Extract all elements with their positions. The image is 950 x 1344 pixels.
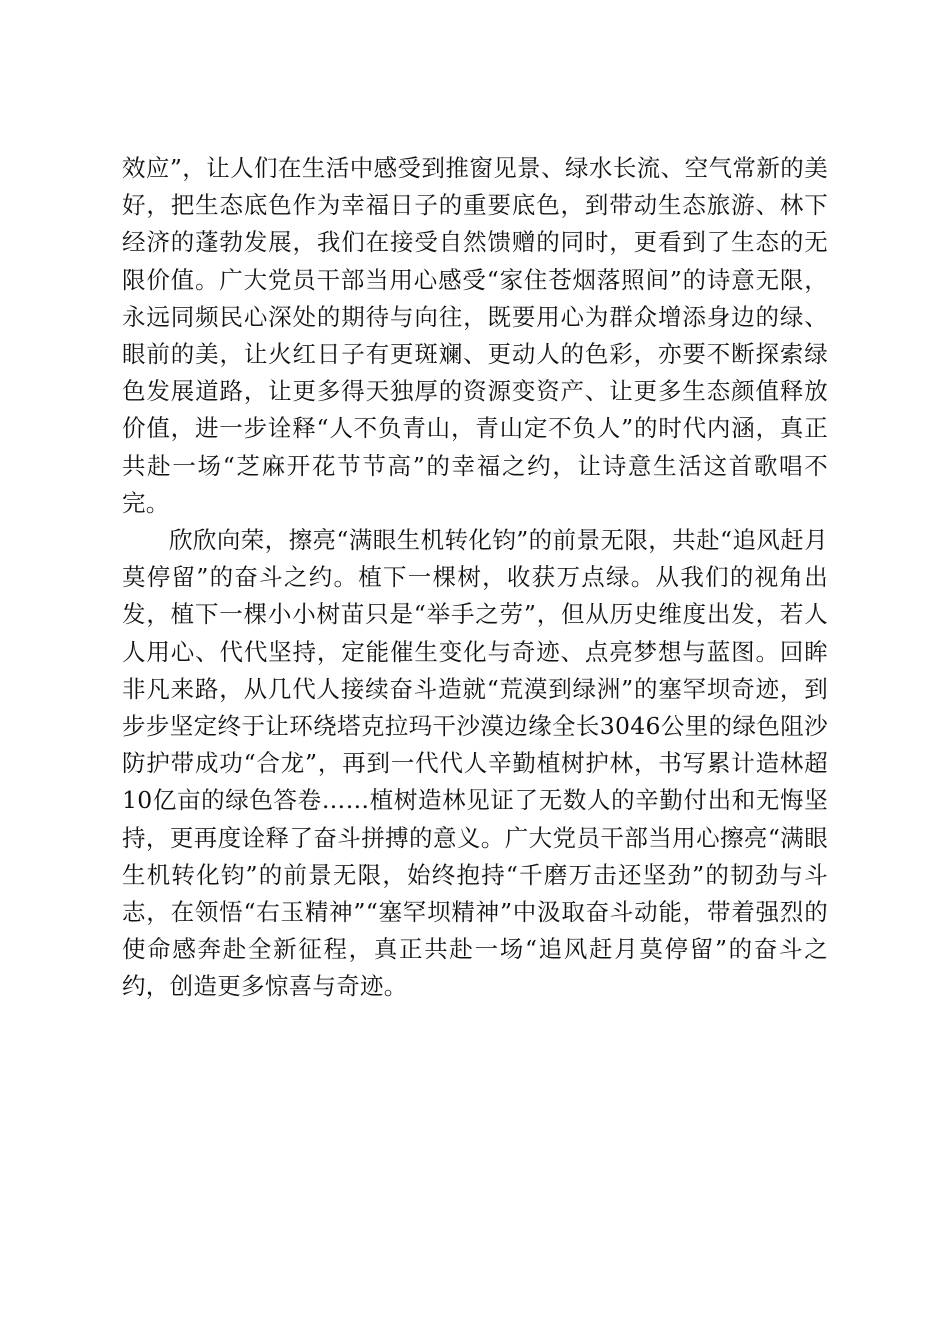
body-text xyxy=(122,150,828,1006)
paragraph-1: 效应”，让人们在生活中感受到推窗见景、绿水长流、空气常新的美好，把生态底色作为幸福日子的重要底色，到带动生态旅游、林下经济的蓬勃发展，我们在接受自然馈赠的同时，更看到了生态的无限价值。广大党员干部当用心感受“家住苍烟落照间”的诗意无限，永远同频民心深处的期待与向往，既要用心为群众增添身边的绿、眼前的美，让火红日子有更斑斓、更动人的色彩，亦要不断探索绿色发展道路，让更多得天独厚的资源变资产、让更多生态颜值释放价值，进一步诠释“人不负青山，青山定不负人”的时代内涵，真正共赴一场“芝麻开花节节高”的幸福之约，让诗意生活这首歌唱不完。 xyxy=(122,154,828,517)
paragraph-2: 欣欣向荣，擦亮“满眼生机转化钧”的前景无限，共赴“追风赶月莫停留”的奋斗之约。植下一棵树，收获万点绿。从我们的视角出发，植下一棵小小树苗只是“举手之劳”，但从历史维度出发，若人人用心、代代坚持，定能催生变化与奇迹、点亮梦想与蓝图。回眸非凡来路，从几代人接续奋斗造就“荒漠到绿洲”的塞罕坝奇迹，到步步坚定终于让环绕塔克拉玛干沙漠边缘全长3046公里的绿色阻沙防护带成功“合龙”，再到一代代人辛勤植树护林，书写累计造林超10亿亩的绿色答卷……植树造林见证了无数人的辛勤付出和无悔坚持，更再度诠释了奋斗拼搏的意义。广大党员干部当用心擦亮“满眼生机转化钧”的前景无限，始终抱持“千磨万击还坚劲”的韧劲与斗志，在领悟“右玉精神”“塞罕坝精神”中汲取奋斗动能，带着强烈的使命感奔赴全新征程，真正共赴一场“追风赶月莫停留”的奋斗之约，创造更多惊喜与奇迹。 xyxy=(122,526,828,1001)
